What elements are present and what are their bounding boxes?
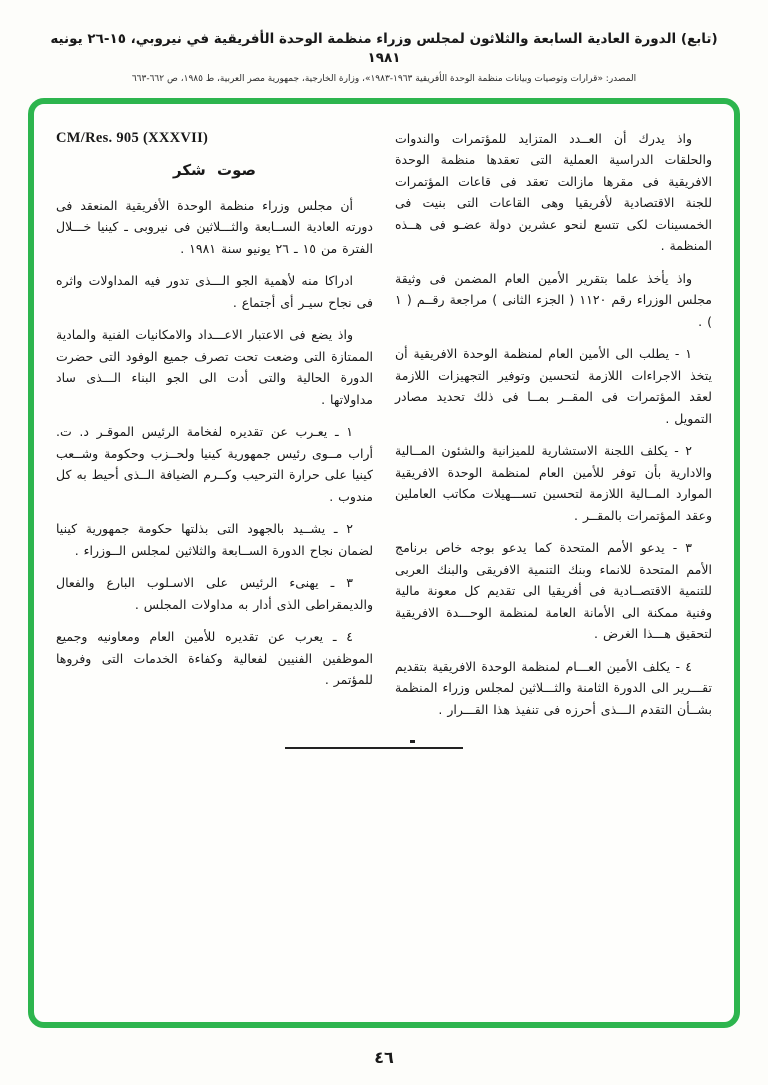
right-column [395, 128, 712, 732]
paragraph: ٤ ـ يعرب عن تقديره للأمين العام ومعاونيه وجميع الموظفين الفنيين لفعالية وكفاءة الخدمات التى وفروها للمؤتمر . [56, 629, 373, 688]
paragraph: واذ يضع فى الاعتبار الاعـــداد والامكانيات الفنية والمادية الممتازة التى وضعت تحت تصرف جميع الوفود التى حضرت الدورة الحالية والتى أدت الى الجو البناء الـــذى ساد مداولاتها . [56, 327, 373, 407]
paragraph: ١ ـ يعـرب عن تقديره لفخامة الرئيس الموقـر د. ت. أراب مــوى رئيس جمهورية كينيا ولحــزب وحكومة وشــعب كينيا على حرارة الترحيب وكــرم الضيافة الــذى أحيط به كل مندوب . [56, 424, 373, 504]
paragraph: ٢ - يكلف اللجنة الاستشارية للميزانية والشئون المــالية والادارية بأن توفر للأمين العام لمنظمة الوحدة الافريقية الموارد المــالية اللازمة لتحسين تســـهيلات مكاتب العاملين وعقد المؤتمرات بالمقــر . [395, 443, 712, 523]
paragraph: ٣ ـ يهنىء الرئيس على الاسـلوب البارع والفعال والديمقراطى الذى أدار به مداولات المجلس . [56, 575, 373, 612]
page-number: ٤٦ [374, 1048, 394, 1067]
two-column-layout [56, 128, 712, 732]
session-title: (تابع) الدورة العادية السابعة والثلاثون لمجلس وزراء منظمة الوحدة الأفريقية في نيروبي، ١٥-٢٦ يونيه ١٩٨١ [50, 31, 718, 66]
source-note: المصدر: «قرارات وتوصيات وبيانات منظمة الوحدة الأفريقية ١٩٦٣-١٩٨٣»، وزارة الخارجية، جمهورية مصر العربية، ط ١٩٨٥، ص ٦٦٢-٦٦٣ [131, 73, 637, 84]
resolution-code: CM/Res. 905 (XXXVII) [56, 129, 209, 146]
paragraph: ٣ - يدعو الأمم المتحدة كما يدعو بوجه خاص برنامج الأمم المتحدة للانماء وبنك التنمية الافريقى والبنك العربى للتنمية الاقتصــادية فى أفريقيا الى تقديم كل معونة مالية وفنية ممكنة الى الأمانة العامة لمنظمة الوحـــدة الافريقية لتحقيق هـــذا الغرض . [395, 540, 712, 642]
paragraph: ٤ - يكلف الأمين العـــام لمنظمة الوحدة الافريقية بتقديم تقـــرير الى الدورة الثامنة والثـــلاثين لمجلس وزراء المنظمة بشــأن التقدم الـــذى أحرزه فى تنفيذ هذا القـــرار . [395, 658, 712, 717]
paragraph: واذ يدرك أن العــدد المتزايد للمؤتمرات والندوات والحلقات الدراسية العملية التى تعقدها منظمة الوحدة الافريقية فى مقرها مازالت تعقد فى قاعات المؤتمرات للجنة الاقتصادية لأفريقيا وهى القاعات التى بنيت فى الخمسينات لكى تتسع لنحو عشرين دولة عضـو فى هــذه المنظمة . [395, 130, 712, 254]
page-footer [0, 1048, 768, 1067]
resolution-title: صوت شكر [173, 160, 256, 179]
section-divider [34, 740, 734, 749]
divider-line [285, 747, 463, 749]
paragraph: ادراكا منه لأهمية الجو الـــذى تدور فيه المداولات واثره فى نجاح سيـر أى أجتماع . [56, 273, 373, 310]
paragraph: ١ - يطلب الى الأمين العام لمنظمة الوحدة الافريقية أن يتخذ الاجراءات اللازمة لتحسين وتوفير التجهيزات اللازمة لعقد المؤتمرات فى المقــر بمــا فى ذلك تحديد مصادر التمويل . [395, 346, 712, 426]
paragraph: واذ يأخذ علما بتقرير الأمين العام المضمن فى وثيقة مجلس الوزراء رقم ١١٢٠ ( الجزء الثانى ) مراجعة رقــم ( ١ ) . [395, 270, 712, 329]
paragraph: أن مجلس وزراء منظمة الوحدة الأفريقية المنعقد فى دورته العادية الســابعة والثـــلاثين فى نيروبى ـ كينيا خـــلال الفترة من ١٥ ـ ٢٦ يونيو سنة ١٩٨١ . [56, 197, 373, 256]
divider-dot [410, 740, 415, 743]
paragraph: ٢ ـ يشــيد بالجهود التى بذلتها حكومة جمهورية كينيا لضمان نجاح الدورة الســابعة والثلاثين لمجلس الــوزراء . [56, 521, 373, 558]
left-column [56, 128, 373, 702]
page-header [0, 30, 768, 84]
content-frame [28, 98, 740, 1028]
